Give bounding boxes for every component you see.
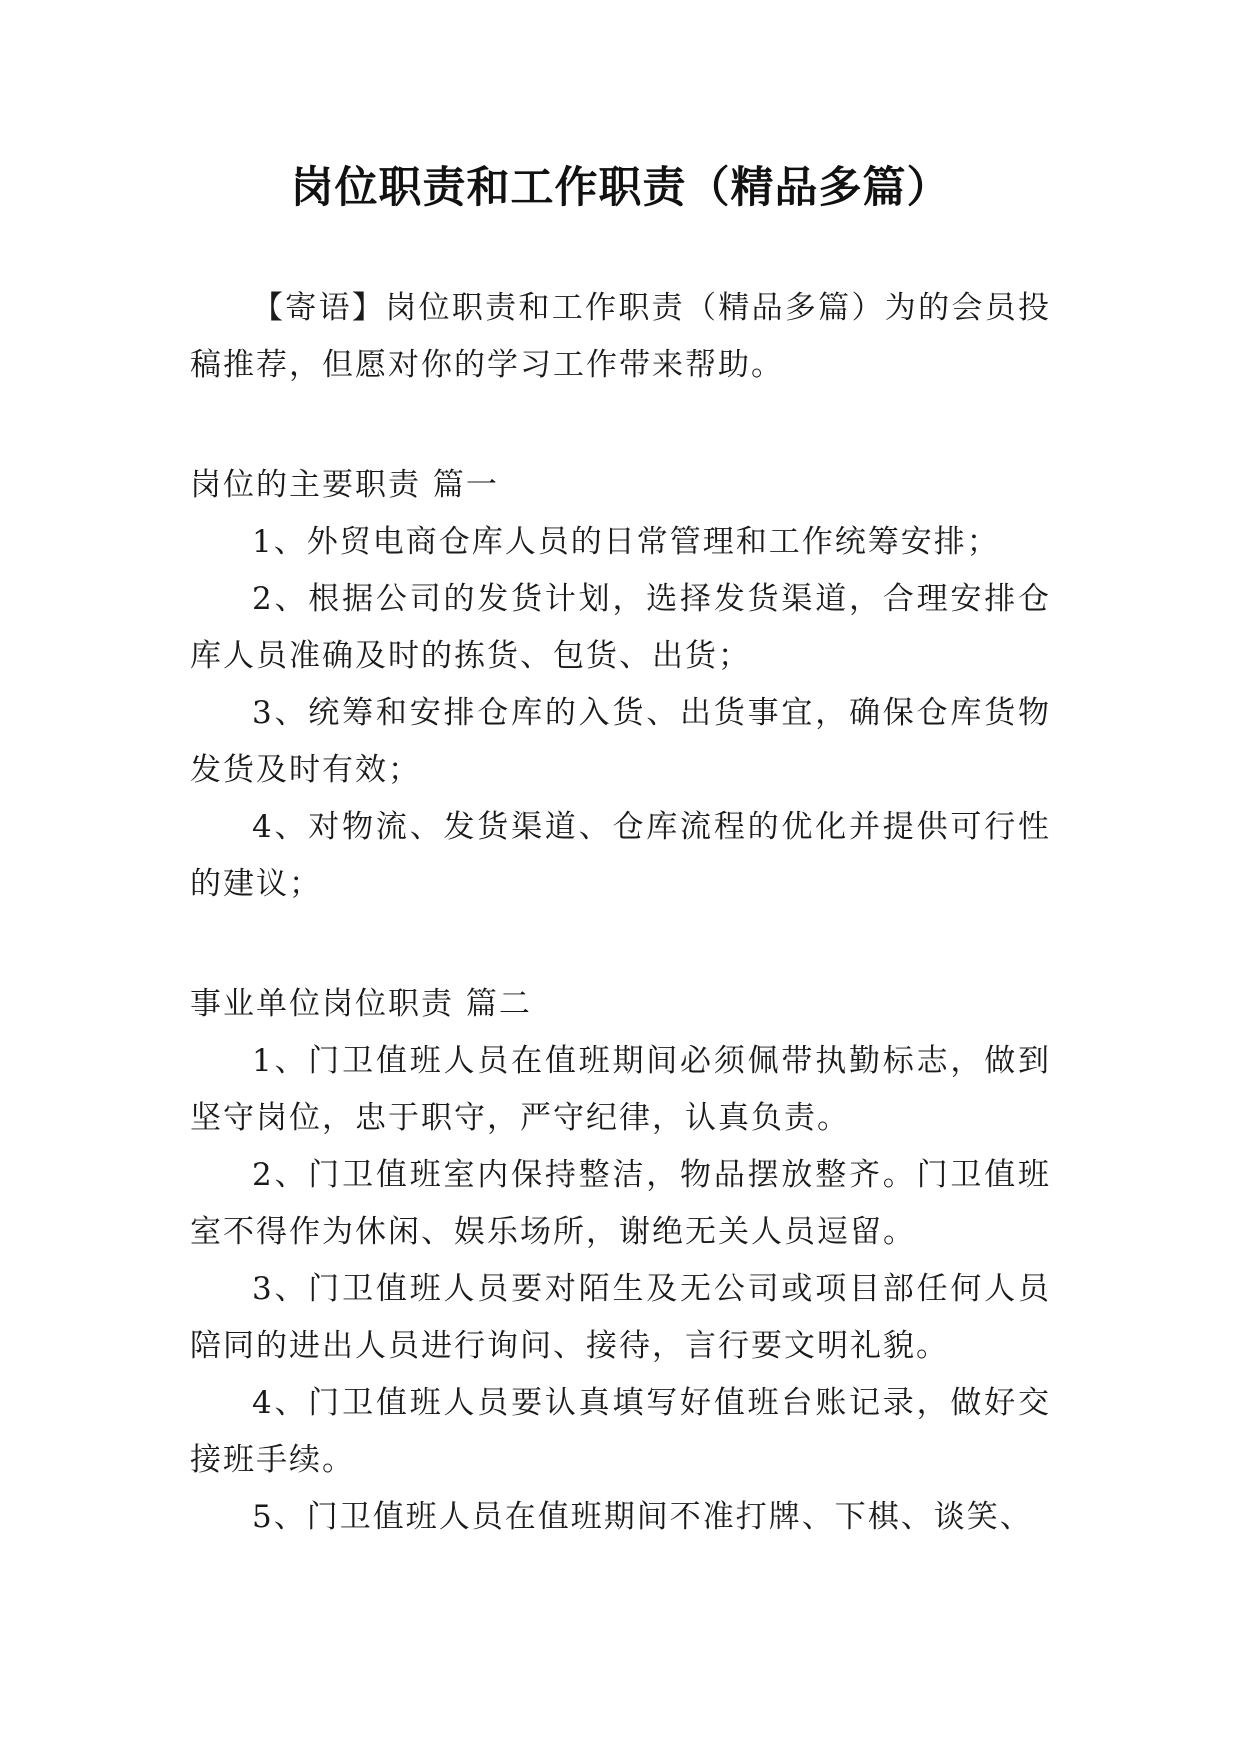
list-item: 2、根据公司的发货计划，选择发货渠道，合理安排仓库人员准确及时的拣货、包货、出货； [190,581,1051,674]
list-item: 1、门卫值班人员在值班期间必须佩带执勤标志，做到坚守岗位，忠于职守，严守纪律，认真负责。 [190,1043,1051,1136]
list-item: 2、门卫值班室内保持整洁，物品摆放整齐。门卫值班室不得作为休闲、娱乐场所，谢绝无关人员逗留。 [190,1157,1051,1250]
section-heading: 事业单位岗位职责 篇二 [190,986,532,1022]
document-title: 岗位职责和工作职责（精品多篇） [290,163,951,213]
list-item: 3、统筹和安排仓库的入货、出货事宜，确保仓库货物发货及时有效； [190,695,1051,788]
intro-paragraph: 【寄语】岗位职责和工作职责（精品多篇）为的会员投稿推荐，但愿对你的学习工作带来帮助。 [190,290,1051,383]
list-item: 1、外贸电商仓库人员的日常管理和工作统筹安排； [252,524,1000,560]
section-1 [190,457,1051,913]
list-item: 5、门卫值班人员在值班期间不准打牌、下棋、谈笑、 [252,1499,1033,1535]
section-heading: 岗位的主要职责 篇一 [190,467,499,503]
list-item: 4、门卫值班人员要认真填写好值班台账记录，做好交接班手续。 [190,1385,1051,1478]
section-2 [190,976,1051,1546]
list-item: 4、对物流、发货渠道、仓库流程的优化并提供可行性的建议； [190,809,1051,902]
list-item: 3、门卫值班人员要对陌生及无公司或项目部任何人员陪同的进出人员进行询问、接待，言行要文明礼貌。 [190,1271,1051,1364]
